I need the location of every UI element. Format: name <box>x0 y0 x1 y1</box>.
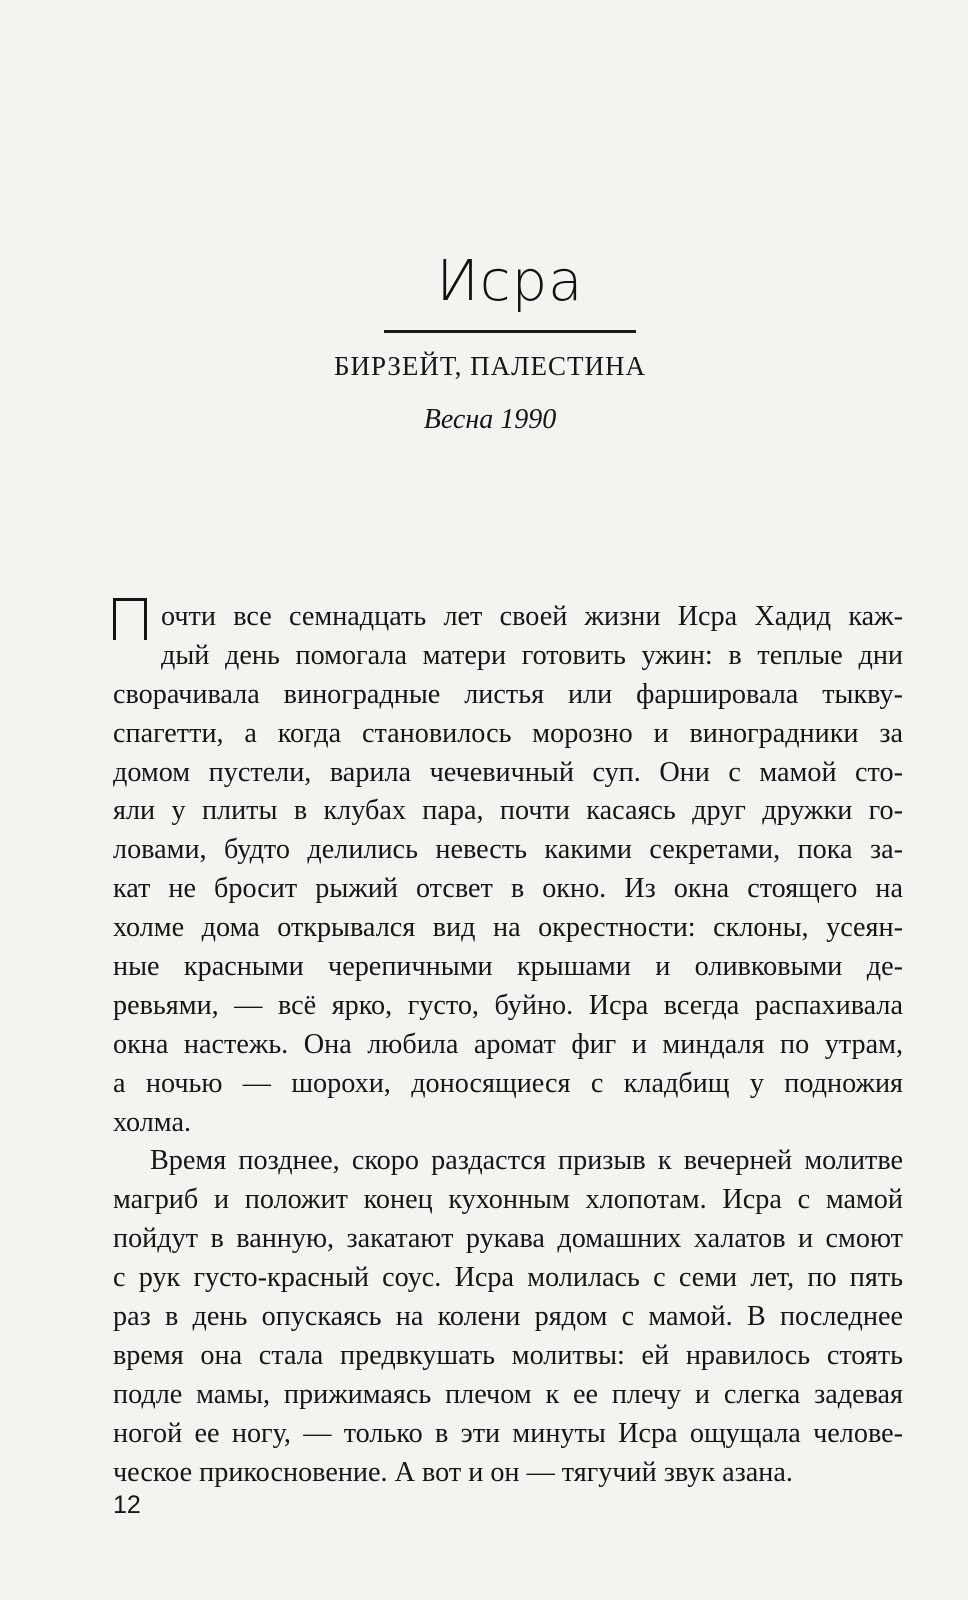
text-line: с рук густо-красный соус. Исра молилась с семи лет, по пять <box>113 1262 903 1294</box>
chapter-location: БИРЗЕЙТ, ПАЛЕСТИНА <box>334 351 646 381</box>
chapter-title: Исра <box>436 249 584 314</box>
text-line: ловами, будто делились невесть какими секретами, пока за- <box>113 834 903 866</box>
text-line: а ночью — шорохи, доносящиеся с кладбищ у подножия <box>113 1067 903 1099</box>
text-line: ные красными черепичными крышами и оливковыми де- <box>113 951 903 983</box>
text-line: время она стала предвкушать молитвы: ей нравилось стоять <box>113 1339 903 1371</box>
text-line: домом пустели, варила чечевичный суп. Они с мамой сто- <box>113 756 903 788</box>
text-line: холма. <box>113 1106 192 1138</box>
text-line: раз в день опускаясь на колени рядом с мамой. В последнее <box>113 1301 903 1333</box>
text-line: очти все семнадцать лет своей жизни Исра Хадид каж- <box>161 601 903 632</box>
title-underline <box>384 330 636 333</box>
text-line: яли у плиты в клубах пара, почти касаясь друг дружки го- <box>113 795 903 827</box>
text-line: Время позднее, скоро раздастся призыв к вечерней молитве <box>150 1145 903 1177</box>
text-line: кат не бросит рыжий отсвет в окно. Из окна стоящего на <box>113 873 903 905</box>
text-line: дый день помогала матери готовить ужин: в теплые дни <box>161 639 903 671</box>
chapter-date: Весна 1990 <box>423 404 557 435</box>
page-number: 12 <box>113 1491 141 1519</box>
body-text <box>113 598 903 1492</box>
text-line: спагетти, а когда становилось морозно и виноградники за <box>113 717 903 749</box>
text-line: пойдут в ванную, закатают рукава домашних халатов и смоют <box>113 1223 903 1255</box>
text-line: холме дома открывался вид на окрестности: склоны, усеян- <box>113 912 903 944</box>
text-line: ногой ее ногу, — только в эти минуты Исра ощущала челове- <box>113 1417 903 1449</box>
text-line: окна настежь. Она любила аромат фиг и миндаля по утрам, <box>113 1028 903 1060</box>
text-line: ревьями, — всё ярко, густо, буйно. Исра всегда распахивала <box>113 989 903 1021</box>
text-line: сворачивала виноградные листья или фаршировала тыкву- <box>113 678 903 710</box>
text-line: подле мамы, прижимаясь плечом к ее плечу и слегка задевая <box>113 1378 903 1410</box>
text-line: ческое прикосновение. А вот и он — тягучий звук азана. <box>113 1456 793 1488</box>
text-line: магриб и положит конец кухонным хлопотам. Исра с мамой <box>113 1184 903 1216</box>
